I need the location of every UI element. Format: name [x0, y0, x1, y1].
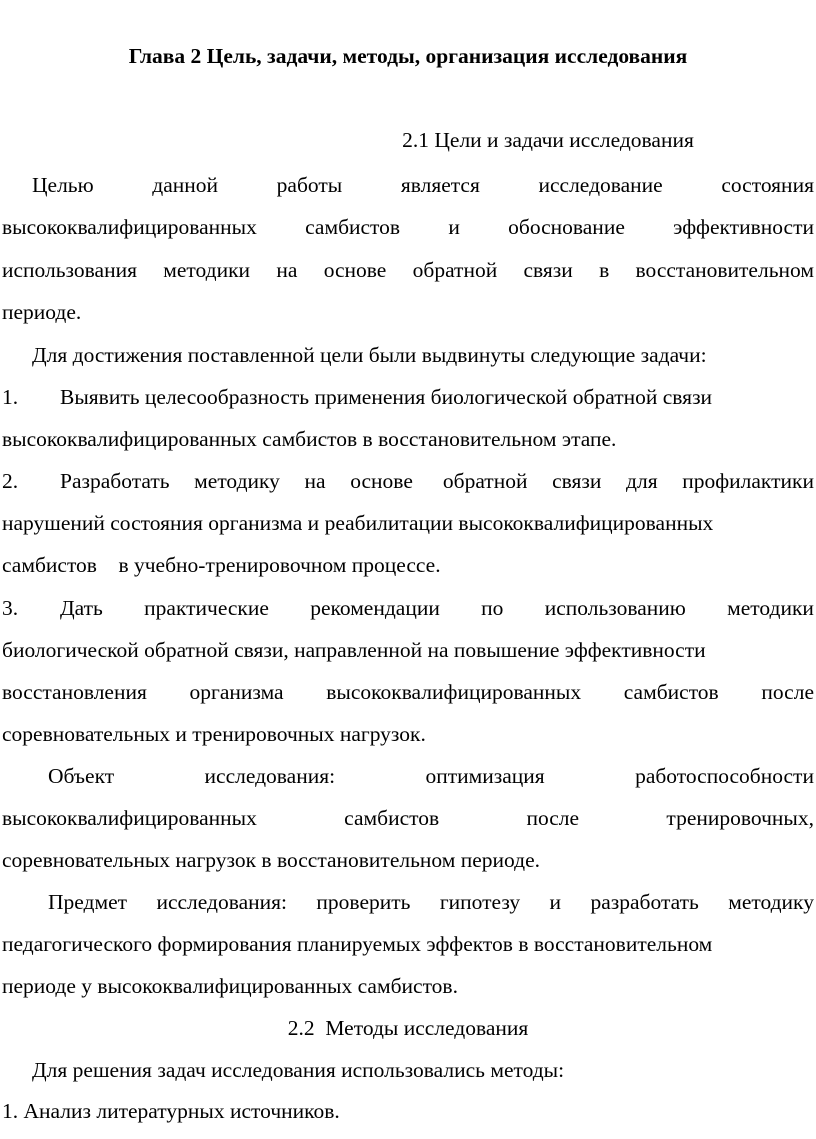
object-line-3: соревновательных нагрузок в восстановительном периоде. — [2, 848, 541, 872]
word: и — [549, 890, 562, 914]
section-heading-methods: 2.2 Методы исследования — [287, 1016, 529, 1040]
tasks-intro: Для достижения поставленной цели были выдвинуты следующие задачи: — [32, 343, 707, 367]
word: обоснование — [508, 215, 625, 239]
subject-line-3: периоде у высококвалифицированных самбистов. — [2, 974, 458, 998]
goal-line-3 — [2, 256, 814, 284]
word: практические — [144, 596, 269, 620]
word: исследования: — [156, 890, 287, 914]
word: Предмет — [48, 890, 128, 914]
task-3-line-4: соревновательных и тренировочных нагрузок. — [2, 722, 426, 746]
word: использования — [2, 258, 137, 282]
word: восстановительном — [635, 258, 814, 282]
task-3-first-line — [60, 594, 814, 622]
method-1: 1. Анализ литературных источников. — [2, 1099, 340, 1123]
word: профилактики — [682, 469, 814, 493]
word: самбистов — [623, 680, 719, 704]
word: методики — [163, 258, 251, 282]
word: проверить — [316, 890, 411, 914]
word: организма — [189, 680, 284, 704]
word: обратной — [437, 469, 528, 493]
word: по — [481, 596, 504, 620]
word: данной — [152, 173, 219, 197]
task-1-number: 1. — [2, 385, 19, 409]
word: работоспособности — [635, 764, 814, 788]
word: работы — [276, 173, 343, 197]
word: связи — [552, 469, 602, 493]
word: Разработать — [60, 469, 170, 493]
word: основе — [323, 258, 387, 282]
task-2-first-line — [60, 467, 814, 495]
word: самбистов — [305, 215, 401, 239]
word: после — [526, 806, 580, 830]
word: высококвалифицированных — [326, 680, 582, 704]
word: основе — [350, 469, 413, 493]
word: методику — [728, 890, 814, 914]
word: высококвалифицированных — [2, 215, 257, 239]
object-line-1 — [48, 762, 814, 790]
word: обратной — [412, 258, 498, 282]
word: методику — [194, 469, 280, 493]
word: самбистов — [344, 806, 440, 830]
word: оптимизация — [425, 764, 545, 788]
word: гипотезу — [439, 890, 521, 914]
word: на — [304, 469, 326, 493]
subject-line-2: педагогического формирования планируемых эффектов в восстановительном — [2, 932, 713, 956]
task-1-text: Выявить целесообразность применения биологической обратной связи — [60, 385, 713, 409]
word: эффективности — [673, 215, 814, 239]
word: исследования: — [204, 764, 336, 788]
word: для — [626, 469, 658, 493]
task-1-line-1 — [2, 383, 814, 411]
task-2-line-2: нарушений состояния организма и реабилитации высококвалифицированных — [2, 511, 714, 535]
goal-line-4: периоде. — [2, 300, 82, 324]
chapter-title: Глава 2 Цель, задачи, методы, организация исследования — [128, 44, 688, 68]
word: использованию — [544, 596, 686, 620]
word: восстановления — [2, 680, 147, 704]
word: тренировочных, — [666, 806, 814, 830]
word: на — [276, 258, 298, 282]
word: исследование — [538, 173, 663, 197]
goal-line-1 — [32, 171, 814, 199]
methods-intro: Для решения задач исследования использовались методы: — [32, 1058, 565, 1082]
word: состояния — [721, 173, 814, 197]
task-2-number: 2. — [2, 469, 19, 493]
word: после — [761, 680, 814, 704]
task-1-line-2: высококвалифицированных самбистов в восстановительном этапе. — [2, 427, 617, 451]
word: Объект — [48, 764, 115, 788]
word: в — [599, 258, 610, 282]
word: связи — [523, 258, 573, 282]
section-heading-goals: 2.1 Цели и задачи исследования — [402, 128, 694, 152]
word: рекомендации — [310, 596, 440, 620]
word: Дать — [60, 596, 103, 620]
task-3-line-3 — [2, 678, 814, 706]
task-2-line-3: самбистов в учебно-тренировочном процессе. — [2, 553, 441, 577]
word: и — [448, 215, 460, 239]
subject-line-1 — [48, 888, 814, 916]
object-line-2 — [2, 804, 814, 832]
task-3-line-2: биологической обратной связи, направленной на повышение эффективности — [2, 638, 706, 662]
word: методики — [727, 596, 814, 620]
word: высококвалифицированных — [2, 806, 257, 830]
word: является — [400, 173, 480, 197]
task-2-line-1 — [2, 467, 814, 495]
goal-line-2 — [2, 213, 814, 241]
task-3-number: 3. — [2, 596, 19, 620]
word: разработать — [590, 890, 699, 914]
word: Целью — [32, 173, 94, 197]
task-3-line-1 — [2, 594, 814, 622]
